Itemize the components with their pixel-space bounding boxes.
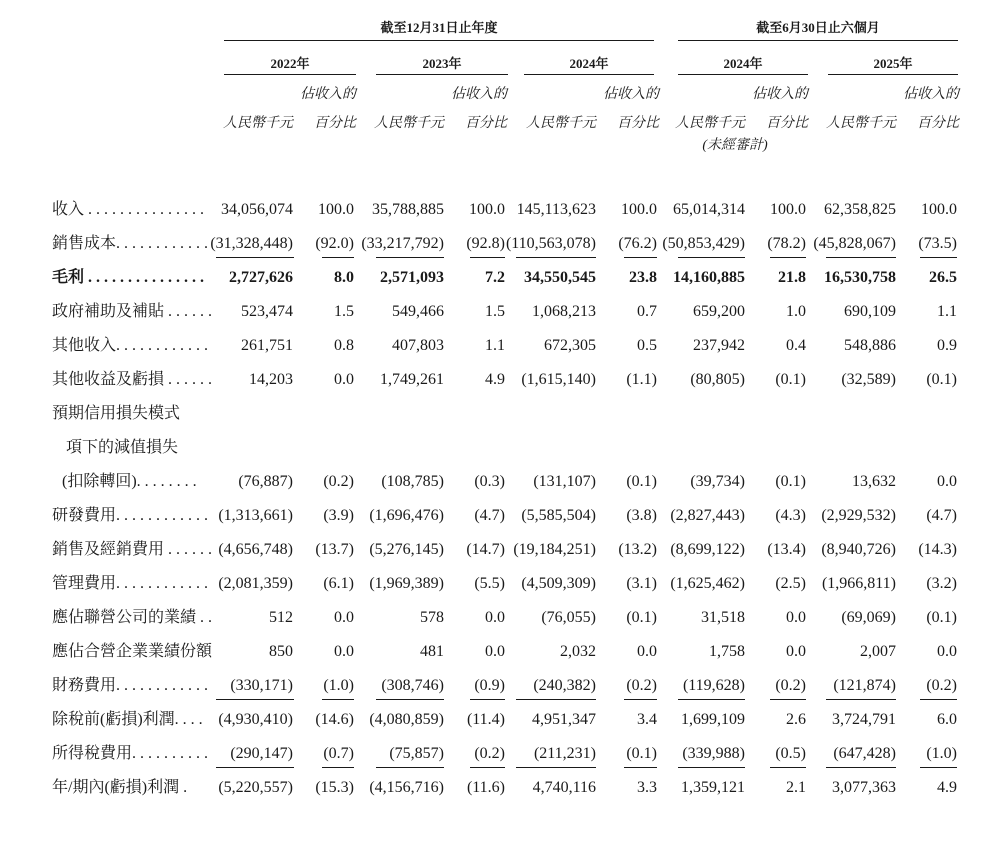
percent-cell: 6.0	[937, 711, 957, 728]
percent-cell: (0.1)	[926, 609, 957, 626]
table-row	[0, 295, 1000, 329]
amount-cell: 512	[269, 609, 293, 626]
percent-cell: 0.9	[937, 337, 957, 354]
amount-cell: 578	[420, 609, 444, 626]
percent-cell: 7.2	[485, 269, 505, 286]
amount-cell: 34,056,074	[221, 201, 293, 218]
percent-cell: 0.0	[334, 371, 354, 388]
row-label: 銷售成本. . . . . . . . . . . .	[52, 235, 209, 252]
percent-cell: (4.7)	[474, 507, 505, 524]
amount-cell: (32,589)	[841, 371, 896, 388]
row-label: 所得稅費用. . . . . . . . . .	[52, 745, 209, 762]
percent-label-line2: 百分比	[314, 116, 356, 131]
amount-cell: (1,615,140)	[521, 371, 596, 388]
amount-cell: 261,751	[241, 337, 293, 354]
subtotal-rule	[516, 699, 596, 700]
year-header-2022: 2022年	[270, 56, 310, 71]
row-label: 管理費用. . . . . . . . . . . .	[52, 575, 209, 592]
percent-cell: 0.5	[637, 337, 657, 354]
subtotal-rule	[920, 767, 957, 768]
amount-cell: 31,518	[701, 609, 745, 626]
row-label: 財務費用. . . . . . . . . . . .	[52, 677, 209, 694]
percent-cell: 0.0	[786, 609, 806, 626]
amount-cell: 672,305	[544, 337, 596, 354]
percent-cell: (78.2)	[767, 235, 806, 252]
subtotal-rule	[376, 767, 444, 768]
amount-cell: (121,874)	[833, 677, 896, 694]
amount-cell: 1,068,213	[532, 303, 596, 320]
table-row	[0, 737, 1000, 771]
group-header-six-months: 截至6月30日止六個月	[756, 20, 880, 35]
percent-cell: (1.1)	[626, 371, 657, 388]
percent-label-line1: 佔收入的	[752, 87, 808, 102]
table-row	[0, 363, 1000, 397]
amount-unit-label: 人民幣千元	[826, 116, 896, 131]
amount-cell: 16,530,758	[824, 269, 896, 286]
amount-cell: 850	[269, 643, 293, 660]
subtotal-rule	[770, 699, 806, 700]
percent-cell: (92.0)	[315, 235, 354, 252]
percent-cell: 0.0	[637, 643, 657, 660]
percent-cell: (0.5)	[775, 745, 806, 762]
percent-cell: (11.4)	[466, 711, 505, 728]
percent-cell: (14.7)	[466, 541, 505, 558]
amount-cell: 407,803	[392, 337, 444, 354]
amount-unit-label: 人民幣千元	[374, 116, 444, 131]
percent-cell: (14.6)	[315, 711, 354, 728]
amount-cell: (69,069)	[841, 609, 896, 626]
unaudited-note: (未經審計)	[702, 138, 768, 153]
percent-cell: (0.1)	[775, 473, 806, 490]
amount-cell: (19,184,251)	[513, 541, 596, 558]
year-header-2025-h1: 2025年	[873, 56, 913, 71]
subtotal-rule	[770, 767, 806, 768]
year-rule-2024	[524, 74, 654, 75]
amount-cell: 3,077,363	[832, 779, 896, 796]
table-row	[0, 635, 1000, 669]
percent-cell: (1.0)	[323, 677, 354, 694]
year-rule-2023	[376, 74, 508, 75]
amount-cell: 35,788,885	[372, 201, 444, 218]
subtotal-rule	[826, 257, 896, 258]
amount-cell: (330,171)	[230, 677, 293, 694]
table-row	[0, 669, 1000, 703]
percent-cell: 3.4	[637, 711, 657, 728]
percent-cell: (4.7)	[926, 507, 957, 524]
percent-label-line1: 佔收入的	[451, 87, 507, 102]
amount-cell: 1,758	[709, 643, 745, 660]
subtotal-rule	[770, 257, 806, 258]
table-row	[0, 397, 1000, 431]
subtotal-rule	[216, 699, 294, 700]
group-rule-six-months	[678, 40, 958, 41]
percent-cell: 3.3	[637, 779, 657, 796]
amount-cell: (4,080,859)	[369, 711, 444, 728]
amount-cell: (211,231)	[533, 745, 596, 762]
percent-label-line2: 百分比	[465, 116, 507, 131]
amount-cell: 523,474	[241, 303, 293, 320]
table-row	[0, 601, 1000, 635]
row-label: 其他收入. . . . . . . . . . . .	[52, 337, 209, 354]
percent-cell: (0.1)	[926, 371, 957, 388]
percent-cell: (5.5)	[474, 575, 505, 592]
percent-cell: 0.4	[786, 337, 806, 354]
percent-cell: (1.0)	[926, 745, 957, 762]
row-label: 應佔合營企業業績份額	[52, 643, 213, 660]
percent-cell: 0.8	[334, 337, 354, 354]
subtotal-rule	[678, 699, 745, 700]
row-label: 其他收益及虧損 . . . . . .	[52, 371, 213, 388]
amount-cell: (5,220,557)	[218, 779, 293, 796]
amount-cell: 13,632	[852, 473, 896, 490]
percent-cell: (92.8)	[466, 235, 505, 252]
year-header-2023: 2023年	[422, 56, 462, 71]
amount-cell: (8,940,726)	[821, 541, 896, 558]
amount-cell: 548,886	[844, 337, 896, 354]
percent-cell: (4.3)	[775, 507, 806, 524]
row-label: 年/期內(虧損)利潤 .	[52, 779, 188, 796]
table-row	[0, 227, 1000, 261]
amount-cell: (1,966,811)	[821, 575, 896, 592]
year-header-2024-h1: 2024年	[723, 56, 763, 71]
percent-cell: (13.2)	[618, 541, 657, 558]
amount-cell: (108,785)	[381, 473, 444, 490]
amount-cell: (31,328,448)	[210, 235, 293, 252]
subtotal-rule	[624, 767, 657, 768]
percent-label-line2: 百分比	[617, 116, 659, 131]
amount-cell: (33,217,792)	[361, 235, 444, 252]
percent-cell: (14.3)	[918, 541, 957, 558]
amount-cell: 2,032	[560, 643, 596, 660]
percent-cell: (15.3)	[315, 779, 354, 796]
amount-cell: 690,109	[844, 303, 896, 320]
subtotal-rule	[216, 767, 294, 768]
subtotal-rule	[470, 767, 505, 768]
percent-cell: 4.9	[937, 779, 957, 796]
percent-cell: 2.6	[786, 711, 806, 728]
table-row	[0, 499, 1000, 533]
percent-cell: (76.2)	[618, 235, 657, 252]
percent-cell: 21.8	[778, 269, 806, 286]
percent-cell: (2.5)	[775, 575, 806, 592]
subtotal-rule	[516, 257, 596, 258]
percent-cell: (0.1)	[626, 473, 657, 490]
amount-unit-label: 人民幣千元	[223, 116, 293, 131]
amount-cell: 2,007	[860, 643, 896, 660]
percent-cell: (0.1)	[626, 745, 657, 762]
percent-cell: 1.0	[786, 303, 806, 320]
amount-cell: (119,628)	[682, 677, 745, 694]
percent-cell: 100.0	[621, 201, 657, 218]
subtotal-rule	[826, 699, 896, 700]
year-rule-2022	[224, 74, 356, 75]
amount-cell: 65,014,314	[673, 201, 745, 218]
subtotal-rule	[624, 257, 657, 258]
percent-cell: (0.2)	[775, 677, 806, 694]
subtotal-rule	[216, 257, 294, 258]
percent-cell: (0.2)	[626, 677, 657, 694]
row-label: 應佔聯營公司的業績 . .	[52, 609, 213, 626]
amount-cell: (4,509,309)	[521, 575, 596, 592]
amount-cell: 481	[420, 643, 444, 660]
percent-cell: (3.9)	[323, 507, 354, 524]
amount-cell: 145,113,623	[516, 201, 596, 218]
amount-cell: 34,550,545	[524, 269, 596, 286]
amount-cell: 14,160,885	[673, 269, 745, 286]
subtotal-rule	[470, 699, 505, 700]
percent-label-line2: 百分比	[766, 116, 808, 131]
percent-cell: (11.6)	[466, 779, 505, 796]
percent-cell: (13.4)	[767, 541, 806, 558]
year-rule-2025-h1	[828, 74, 958, 75]
table-row	[0, 465, 1000, 499]
percent-cell: 100.0	[921, 201, 957, 218]
percent-cell: 1.1	[485, 337, 505, 354]
amount-cell: (1,969,389)	[369, 575, 444, 592]
amount-cell: 2,727,626	[229, 269, 293, 286]
subtotal-rule	[322, 767, 354, 768]
subtotal-rule	[516, 767, 596, 768]
amount-cell: 1,749,261	[380, 371, 444, 388]
percent-cell: 0.0	[334, 643, 354, 660]
percent-cell: (0.9)	[474, 677, 505, 694]
percent-cell: (3.1)	[626, 575, 657, 592]
percent-cell: 0.0	[786, 643, 806, 660]
percent-cell: 4.9	[485, 371, 505, 388]
amount-cell: 659,200	[693, 303, 745, 320]
subtotal-rule	[920, 257, 957, 258]
amount-unit-label: 人民幣千元	[526, 116, 596, 131]
amount-cell: (39,734)	[690, 473, 745, 490]
percent-cell: 100.0	[770, 201, 806, 218]
table-row	[0, 771, 1000, 805]
year-rule-2024-h1	[678, 74, 808, 75]
percent-cell: 2.1	[786, 779, 806, 796]
subtotal-rule	[322, 699, 354, 700]
amount-cell: (2,929,532)	[821, 507, 896, 524]
amount-cell: (80,805)	[690, 371, 745, 388]
percent-cell: (0.3)	[474, 473, 505, 490]
row-label: 政府補助及補貼 . . . . . .	[52, 303, 213, 320]
amount-cell: (110,563,078)	[505, 235, 596, 252]
amount-cell: 14,203	[249, 371, 293, 388]
amount-cell: (8,699,122)	[670, 541, 745, 558]
amount-cell: (290,147)	[230, 745, 293, 762]
amount-cell: 1,359,121	[681, 779, 745, 796]
amount-cell: (4,156,716)	[369, 779, 444, 796]
amount-cell: (1,313,661)	[218, 507, 293, 524]
table-row	[0, 703, 1000, 737]
amount-cell: (339,988)	[682, 745, 745, 762]
subtotal-rule	[678, 257, 745, 258]
amount-cell: (647,428)	[833, 745, 896, 762]
percent-label-line1: 佔收入的	[603, 87, 659, 102]
percent-cell: (73.5)	[918, 235, 957, 252]
percent-cell: (0.2)	[323, 473, 354, 490]
amount-cell: 2,571,093	[380, 269, 444, 286]
amount-cell: (2,827,443)	[670, 507, 745, 524]
amount-cell: (131,107)	[533, 473, 596, 490]
table-row	[0, 431, 1000, 465]
amount-cell: (5,585,504)	[521, 507, 596, 524]
table-row	[0, 261, 1000, 295]
percent-cell: (0.2)	[474, 745, 505, 762]
amount-cell: 4,740,116	[532, 779, 596, 796]
amount-cell: 3,724,791	[832, 711, 896, 728]
amount-cell: (5,276,145)	[369, 541, 444, 558]
percent-cell: 0.0	[334, 609, 354, 626]
year-header-2024: 2024年	[569, 56, 609, 71]
amount-cell: 1,699,109	[681, 711, 745, 728]
amount-cell: 4,951,347	[532, 711, 596, 728]
percent-cell: 1.5	[334, 303, 354, 320]
group-rule-full-year	[224, 40, 654, 41]
percent-cell: 0.7	[637, 303, 657, 320]
amount-cell: (76,055)	[541, 609, 596, 626]
group-header-full-year: 截至12月31日止年度	[380, 20, 498, 35]
percent-label-line1: 佔收入的	[300, 87, 356, 102]
amount-cell: 62,358,825	[824, 201, 896, 218]
amount-cell: (76,887)	[238, 473, 293, 490]
percent-cell: (13.7)	[315, 541, 354, 558]
subtotal-rule	[826, 767, 896, 768]
amount-cell: 549,466	[392, 303, 444, 320]
percent-cell: 0.0	[485, 609, 505, 626]
percent-cell: 0.0	[937, 643, 957, 660]
table-row	[0, 533, 1000, 567]
percent-cell: (6.1)	[323, 575, 354, 592]
amount-cell: 237,942	[693, 337, 745, 354]
table-row	[0, 193, 1000, 227]
percent-cell: 26.5	[929, 269, 957, 286]
percent-cell: 0.0	[937, 473, 957, 490]
table-row	[0, 567, 1000, 601]
subtotal-rule	[376, 699, 444, 700]
subtotal-rule	[624, 699, 657, 700]
amount-cell: (240,382)	[533, 677, 596, 694]
amount-unit-label: 人民幣千元	[675, 116, 745, 131]
row-label: 毛利 . . . . . . . . . . . . . . .	[52, 269, 205, 286]
row-label: 預期信用損失模式	[52, 405, 181, 422]
table-row	[0, 329, 1000, 363]
row-label: 除稅前(虧損)利潤. . . .	[52, 711, 203, 728]
amount-cell: (75,857)	[389, 745, 444, 762]
percent-cell: 100.0	[318, 201, 354, 218]
amount-cell: (308,746)	[381, 677, 444, 694]
amount-cell: (2,081,359)	[218, 575, 293, 592]
subtotal-rule	[322, 257, 354, 258]
percent-cell: 100.0	[469, 201, 505, 218]
amount-cell: (4,656,748)	[218, 541, 293, 558]
row-label: 項下的減值損失	[66, 439, 179, 456]
percent-cell: 23.8	[629, 269, 657, 286]
amount-cell: (4,930,410)	[218, 711, 293, 728]
percent-cell: 0.0	[485, 643, 505, 660]
percent-cell: (0.7)	[323, 745, 354, 762]
amount-cell: (45,828,067)	[813, 235, 896, 252]
amount-cell: (50,853,429)	[662, 235, 745, 252]
percent-cell: 1.1	[937, 303, 957, 320]
percent-cell: (3.2)	[926, 575, 957, 592]
percent-cell: (0.2)	[926, 677, 957, 694]
amount-cell: (1,625,462)	[670, 575, 745, 592]
row-label: (扣除轉回). . . . . . . .	[62, 473, 197, 490]
percent-label-line1: 佔收入的	[903, 87, 959, 102]
percent-cell: (3.8)	[626, 507, 657, 524]
subtotal-rule	[920, 699, 957, 700]
percent-cell: 1.5	[485, 303, 505, 320]
percent-cell: (0.1)	[775, 371, 806, 388]
row-label: 收入 . . . . . . . . . . . . . . .	[52, 201, 205, 218]
subtotal-rule	[678, 767, 745, 768]
percent-cell: (0.1)	[626, 609, 657, 626]
subtotal-rule	[376, 257, 444, 258]
percent-cell: 8.0	[334, 269, 354, 286]
amount-cell: (1,696,476)	[369, 507, 444, 524]
subtotal-rule	[470, 257, 505, 258]
row-label: 研發費用. . . . . . . . . . . .	[52, 507, 209, 524]
row-label: 銷售及經銷費用 . . . . . .	[52, 541, 213, 558]
percent-label-line2: 百分比	[917, 116, 959, 131]
